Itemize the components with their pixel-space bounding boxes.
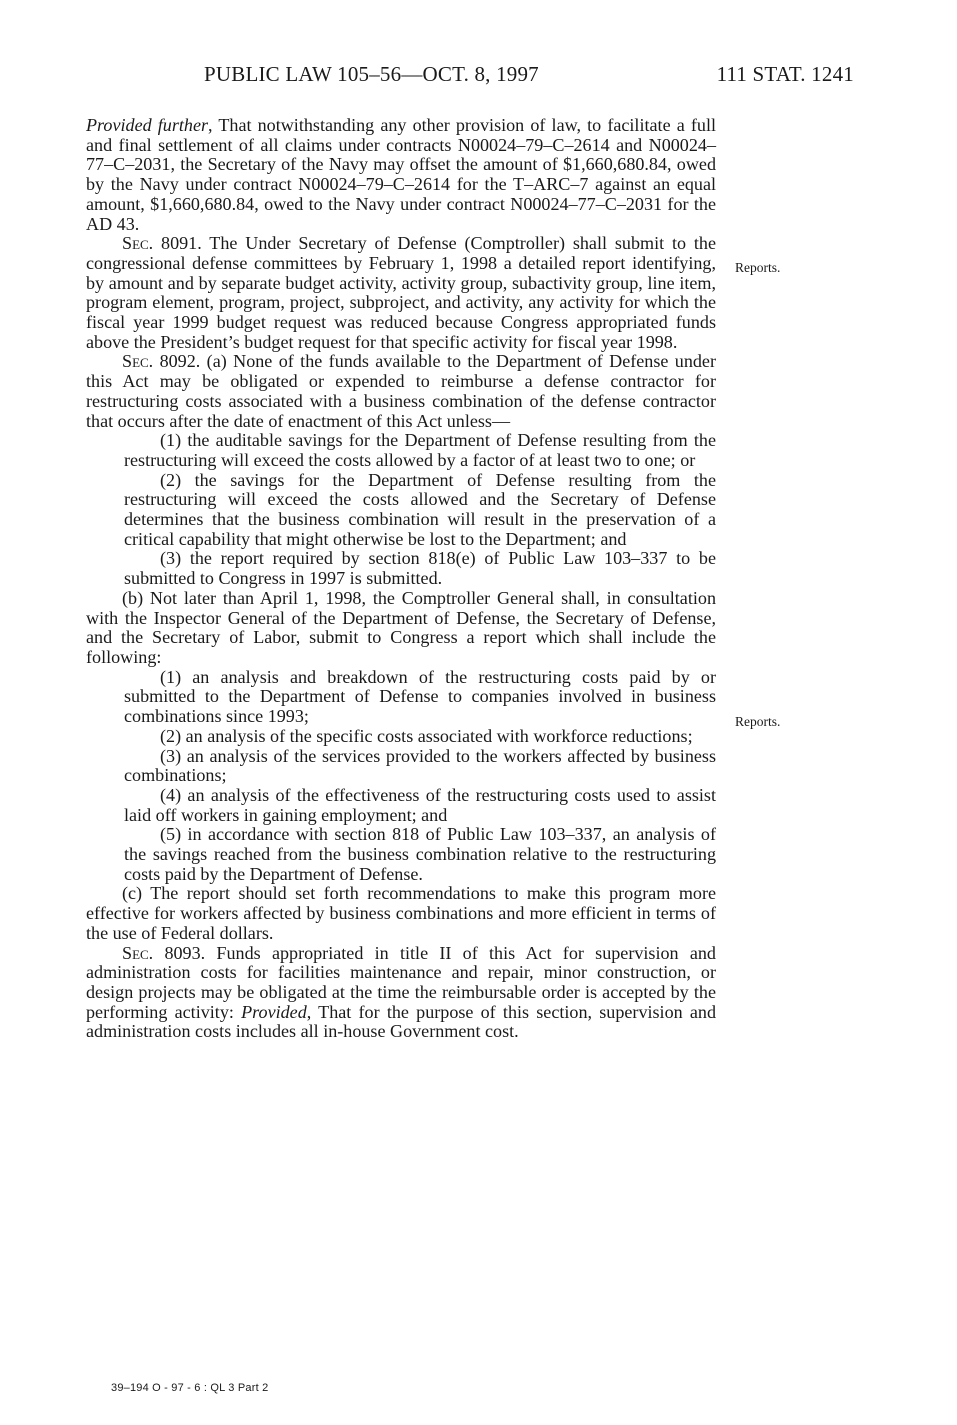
section-8093	[86, 944, 716, 1043]
section-8091-label: Sec. 8091.	[122, 233, 202, 254]
section-8092-text: (a) None of the funds available to the Department of Defense under this Act may be obligated or expended to reimburse a defense contractor for restructuring costs associated with a business combination of the defense contractor that occurs after the date of enactment of this Act unless—	[86, 351, 716, 431]
provided-further-lead: Provided further	[86, 115, 209, 135]
section-8092-a3: (3) the report required by section 818(e) of Public Law 103–337 to be submitted to Congress in 1997 is submitted.	[124, 548, 716, 589]
page-footer-code: 39–194 O - 97 - 6 : QL 3 Part 2	[111, 1382, 269, 1394]
section-8091	[86, 234, 716, 352]
section-8092-b3: (3) an analysis of the services provided to the workers affected by business combinations;	[124, 745, 716, 786]
page-header	[86, 62, 854, 92]
margin-note-reports-8091: Reports.	[735, 260, 781, 275]
section-8092-label: Sec. 8092.	[122, 351, 201, 372]
section-8091-text: The Under Secretary of Defense (Comptroller) shall submit to the congressional defense committees by February 1, 1998 a detailed report identifying, by amount and by separate budget activity, activity group, subactivity group, line item, program element, program, project, subproject, and activity, any activity for which the fiscal year 1999 budget request was reduced because Congress appropriated funds above the President’s budget request for that specific activity for fiscal year 1998.	[86, 233, 716, 352]
section-8092-b2: (2) an analysis of the specific costs associated with workforce reductions;	[160, 725, 693, 746]
paragraph-provided-further	[86, 116, 716, 234]
body-text	[86, 116, 716, 1042]
section-8093-text-2: , That for the purpose of this section, supervision and administration costs includes all in-house Government cost.	[86, 1001, 717, 1042]
provided-further-text: , That notwithstanding any other provision of law, to facilitate a full and final settlement of all claims under contracts N00024–79–C–2614 and N00024–77–C–2031, the Secretary of the Navy may offset the amount of $1,660,680.84, owed by the Navy under contract N00024–79–C–2614 for the T–ARC–7 against an equal amount, $1,660,680.84, owed to the Navy under contract N00024–77–C–2031 for the AD 43.	[86, 115, 716, 234]
section-8092-b1: (1) an analysis and breakdown of the restructuring costs paid by or submitted to the Department of Defense to companies involved in business combinations since 1993;	[124, 666, 716, 727]
header-title: PUBLIC LAW 105–56—OCT. 8, 1997	[204, 62, 539, 86]
section-8092	[86, 352, 716, 431]
margin-note-reports-8092b: Reports.	[735, 714, 781, 729]
section-8092-c: (c) The report should set forth recommendations to make this program more effective for workers affected by business combinations and more efficient in terms of the use of Federal dollars.	[86, 883, 716, 943]
section-8092-a1: (1) the auditable savings for the Department of Defense resulting from the restructuring will exceed the costs allowed by a factor of at least two to one; or	[124, 430, 716, 470]
section-8092-b5: (5) in accordance with section 818 of Public Law 103–337, an analysis of the savings reached from the business combination relative to the restructuring costs paid by the Department of Defense.	[124, 824, 716, 884]
section-8092-b4: (4) an analysis of the effectiveness of the restructuring costs used to assist laid off workers in gaining employment; and	[124, 784, 716, 825]
section-8093-label: Sec. 8093.	[122, 942, 206, 963]
section-8092-b: (b) Not later than April 1, 1998, the Comptroller General shall, in consultation with the Inspector General of the Department of Defense, the Secretary of Defense, and the Secretary of Labor, submit to Congress a report which shall include the following:	[86, 587, 716, 667]
header-stat-page: 111 STAT. 1241	[716, 62, 854, 86]
section-8093-provided: Provided	[241, 1001, 307, 1022]
section-8093-text-1: Funds appropriated in title II of this Act for supervision and administration costs for facilities maintenance and repair, minor construction, or design projects may be obligated at the time the reimbursable order is accepted by the performing activity:	[86, 942, 716, 1022]
section-8092-a2: (2) the savings for the Department of Defense resulting from the restructuring will exceed the costs allowed and the Secretary of Defense determines that the business combination will result in the preservation of a critical capability that might otherwise be lost to the Department; and	[124, 469, 716, 549]
